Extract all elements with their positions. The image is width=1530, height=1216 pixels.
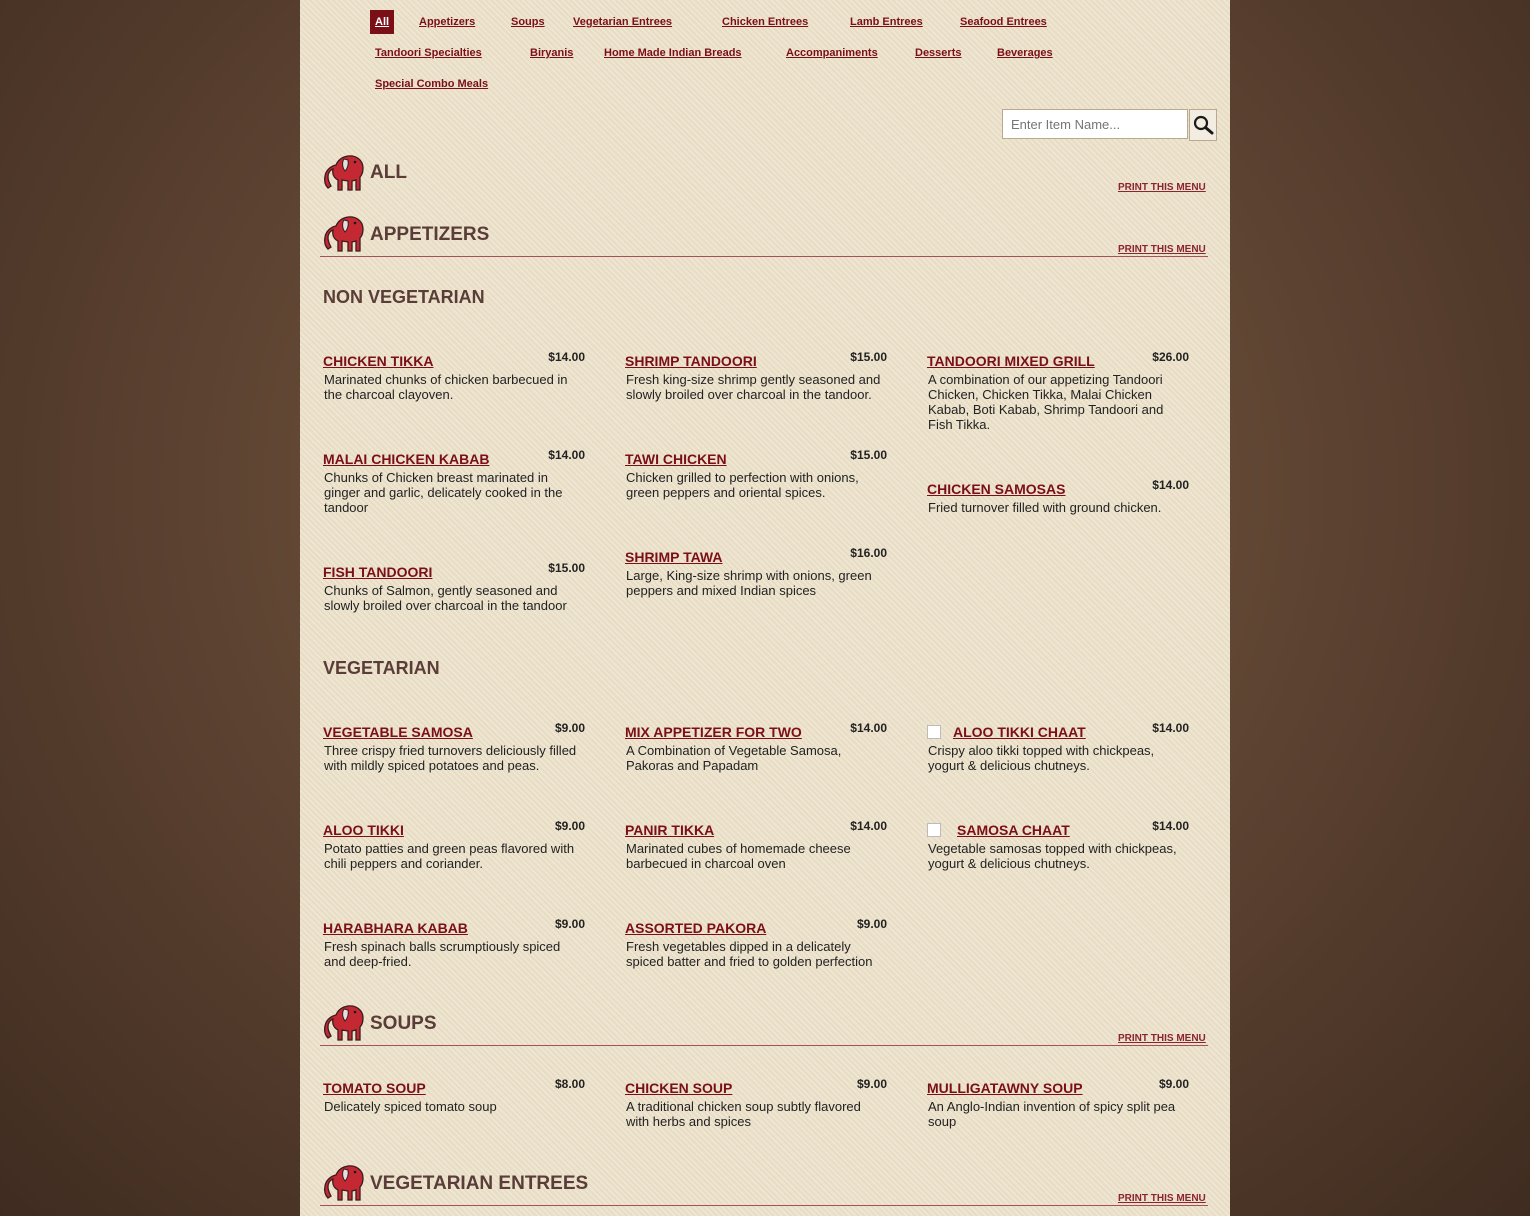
menu-item-name[interactable]: TOMATO SOUP [323, 1080, 426, 1096]
nav-beverages[interactable]: Beverages [997, 47, 1053, 59]
menu-item-description: Fresh spinach balls scrumptiously spiced and deep-fried. [324, 939, 561, 969]
menu-item-price: $14.00 [850, 819, 887, 833]
nav-tandoori-specialties[interactable]: Tandoori Specialties [375, 47, 482, 59]
menu-item-name[interactable]: MIX APPETIZER FOR TWO [625, 724, 802, 740]
menu-item-name[interactable]: HARABHARA KABAB [323, 920, 468, 936]
nav-home-made-indian-breads[interactable]: Home Made Indian Breads [604, 47, 742, 59]
print-menu-link[interactable]: PRINT THIS MENU [1118, 244, 1206, 255]
menu-item-name[interactable]: ALOO TIKKI CHAAT [953, 724, 1086, 740]
menu-item-name[interactable]: CHICKEN TIKKA [323, 353, 434, 369]
menu-item-price: $9.00 [554, 917, 585, 931]
menu-item-description: Chunks of Salmon, gently seasoned and slowly broiled over charcoal in the tandoor [324, 583, 567, 613]
menu-item-price: $8.00 [554, 1077, 585, 1091]
menu-item-description: Marinated chunks of chicken barbecued in the charcoal clayoven. [324, 372, 568, 402]
menu-item-description: An Anglo-Indian invention of spicy split pea soup [928, 1099, 1176, 1129]
menu-item-name[interactable]: VEGETABLE SAMOSA [323, 724, 473, 740]
menu-item-description: A combination of our appetizing Tandoori Chicken, Chicken Tikka, Malai Chicken Kabab, Boti Kabab, Shrimp Tandoori and Fish Tikka. [928, 372, 1164, 432]
menu-item-description: Delicately spiced tomato soup [324, 1099, 497, 1114]
menu-item-name[interactable]: CHICKEN SOUP [625, 1080, 733, 1096]
nav-chicken-entrees[interactable]: Chicken Entrees [722, 16, 809, 28]
menu-item-price: $14.00 [1152, 478, 1189, 492]
menu-item-name-row [927, 822, 1189, 838]
menu-item-description: Vegetable samosas topped with chickpeas, yogurt & delicious chutneys. [928, 841, 1177, 871]
nav-soups[interactable]: Soups [511, 16, 545, 28]
menu-item-description: A Combination of Vegetable Samosa, Pakoras and Papadam [626, 743, 842, 773]
menu-item-name-row [927, 724, 1189, 740]
menu-item-name[interactable]: FISH TANDOORI [323, 564, 433, 580]
section-divider [320, 1045, 1208, 1046]
menu-item [927, 721, 1189, 773]
menu-item-price: $9.00 [1158, 1077, 1189, 1091]
menu-item-price: $9.00 [856, 917, 887, 931]
section-title-soups: SOUPS [370, 1013, 437, 1034]
menu-item [625, 350, 887, 402]
menu-item-description: Potato patties and green peas flavored with chili peppers and coriander. [324, 841, 575, 871]
section-divider [320, 256, 1208, 257]
menu-item-name[interactable]: SAMOSA CHAAT [957, 822, 1070, 838]
menu-item-price: $14.00 [1152, 819, 1189, 833]
nav-lamb-entrees[interactable]: Lamb Entrees [850, 16, 923, 28]
menu-item-price: $9.00 [856, 1077, 887, 1091]
menu-item [323, 819, 585, 871]
nav-seafood-entrees[interactable]: Seafood Entrees [960, 16, 1047, 28]
elephant-icon [322, 1160, 368, 1206]
elephant-icon [322, 1000, 368, 1046]
menu-item-description: Chunks of Chicken breast marinated in ginger and garlic, delicately cooked in the tandoor [324, 470, 563, 515]
menu-item-price: $14.00 [548, 350, 585, 364]
nav-accompaniments[interactable]: Accompaniments [786, 47, 878, 59]
print-menu-link[interactable]: PRINT THIS MENU [1118, 182, 1206, 193]
menu-item-name[interactable]: TANDOORI MIXED GRILL [927, 353, 1095, 369]
menu-item [323, 448, 585, 515]
menu-item-name[interactable]: CHICKEN SAMOSAS [927, 481, 1066, 497]
menu-item-name[interactable]: SHRIMP TANDOORI [625, 353, 757, 369]
broken-image-icon [927, 725, 941, 739]
menu-item [625, 1077, 887, 1129]
menu-item-price: $9.00 [554, 721, 585, 735]
menu-item-price: $15.00 [548, 561, 585, 575]
menu-item-description: Fresh king-size shrimp gently seasoned and slowly broiled over charcoal in the tandoor. [626, 372, 881, 402]
menu-item [927, 478, 1189, 515]
menu-item-description: A traditional chicken soup subtly flavored with herbs and spices [626, 1099, 861, 1129]
menu-item [625, 448, 887, 500]
menu-item-description: Crispy aloo tikki topped with chickpeas, yogurt & delicious chutneys. [928, 743, 1155, 773]
subsection-non-vegetarian: NON VEGETARIAN [323, 287, 485, 307]
menu-item-name[interactable]: MALAI CHICKEN KABAB [323, 451, 490, 467]
menu-item [323, 350, 585, 402]
menu-item-description: Three crispy fried turnovers deliciously filled with mildly spiced potatoes and peas. [324, 743, 577, 773]
menu-item-price: $16.00 [850, 546, 887, 560]
menu-item [625, 546, 887, 598]
menu-item-name[interactable]: PANIR TIKKA [625, 822, 715, 838]
menu-item [625, 721, 887, 773]
menu-item [323, 721, 585, 773]
nav-special-combo-meals[interactable]: Special Combo Meals [375, 78, 489, 90]
menu-item-price: $14.00 [850, 721, 887, 735]
menu-item [625, 819, 887, 871]
search-icon [1190, 110, 1216, 140]
menu-item-description: Fresh vegetables dipped in a delicately spiced batter and fried to golden perfection [626, 939, 873, 969]
menu-item-price: $14.00 [548, 448, 585, 462]
search-button[interactable] [1189, 109, 1217, 141]
menu-item-name[interactable]: TAWI CHICKEN [625, 451, 727, 467]
broken-image-icon [927, 823, 941, 837]
print-menu-link[interactable]: PRINT THIS MENU [1118, 1033, 1206, 1044]
menu-item [323, 917, 585, 969]
menu-item-name[interactable]: ASSORTED PAKORA [625, 920, 767, 936]
menu-item [323, 1077, 585, 1114]
menu-item-name[interactable]: ALOO TIKKI [323, 822, 404, 838]
nav-all[interactable]: All [370, 10, 394, 34]
menu-item-description: Marinated cubes of homemade cheese barbecued in charcoal oven [626, 841, 851, 871]
print-menu-link[interactable]: PRINT THIS MENU [1118, 1193, 1206, 1204]
menu-item-description: Fried turnover filled with ground chicken. [928, 500, 1162, 515]
section-title-vegetarian-entrees: VEGETARIAN ENTREES [370, 1173, 589, 1194]
menu-item-price: $26.00 [1152, 350, 1189, 364]
menu-item-description: Chicken grilled to perfection with onions, green peppers and oriental spices. [626, 470, 859, 500]
nav-appetizers[interactable]: Appetizers [419, 16, 476, 28]
elephant-icon [322, 150, 368, 196]
section-title-all: ALL [370, 162, 407, 183]
menu-item [625, 917, 887, 969]
menu-item-name[interactable]: MULLIGATAWNY SOUP [927, 1080, 1083, 1096]
menu-item-price: $15.00 [850, 448, 887, 462]
section-title-appetizers: APPETIZERS [370, 224, 490, 245]
nav-biryanis[interactable]: Biryanis [530, 47, 574, 59]
menu-item [927, 1077, 1189, 1129]
menu-item-description: Large, King-size shrimp with onions, green peppers and mixed Indian spices [626, 568, 872, 598]
search-input[interactable] [1002, 109, 1188, 139]
menu-item [323, 561, 585, 613]
nav-vegetarian-entrees[interactable]: Vegetarian Entrees [573, 16, 673, 28]
subsection-vegetarian: VEGETARIAN [323, 658, 440, 678]
menu-item [927, 350, 1189, 432]
elephant-icon [322, 211, 368, 257]
menu-item-name[interactable]: SHRIMP TAWA [625, 549, 723, 565]
menu-item-price: $9.00 [554, 819, 585, 833]
section-divider [320, 1205, 1208, 1206]
nav-desserts[interactable]: Desserts [915, 47, 962, 59]
menu-item-price: $15.00 [850, 350, 887, 364]
menu-item [927, 819, 1189, 871]
menu-item-price: $14.00 [1152, 721, 1189, 735]
